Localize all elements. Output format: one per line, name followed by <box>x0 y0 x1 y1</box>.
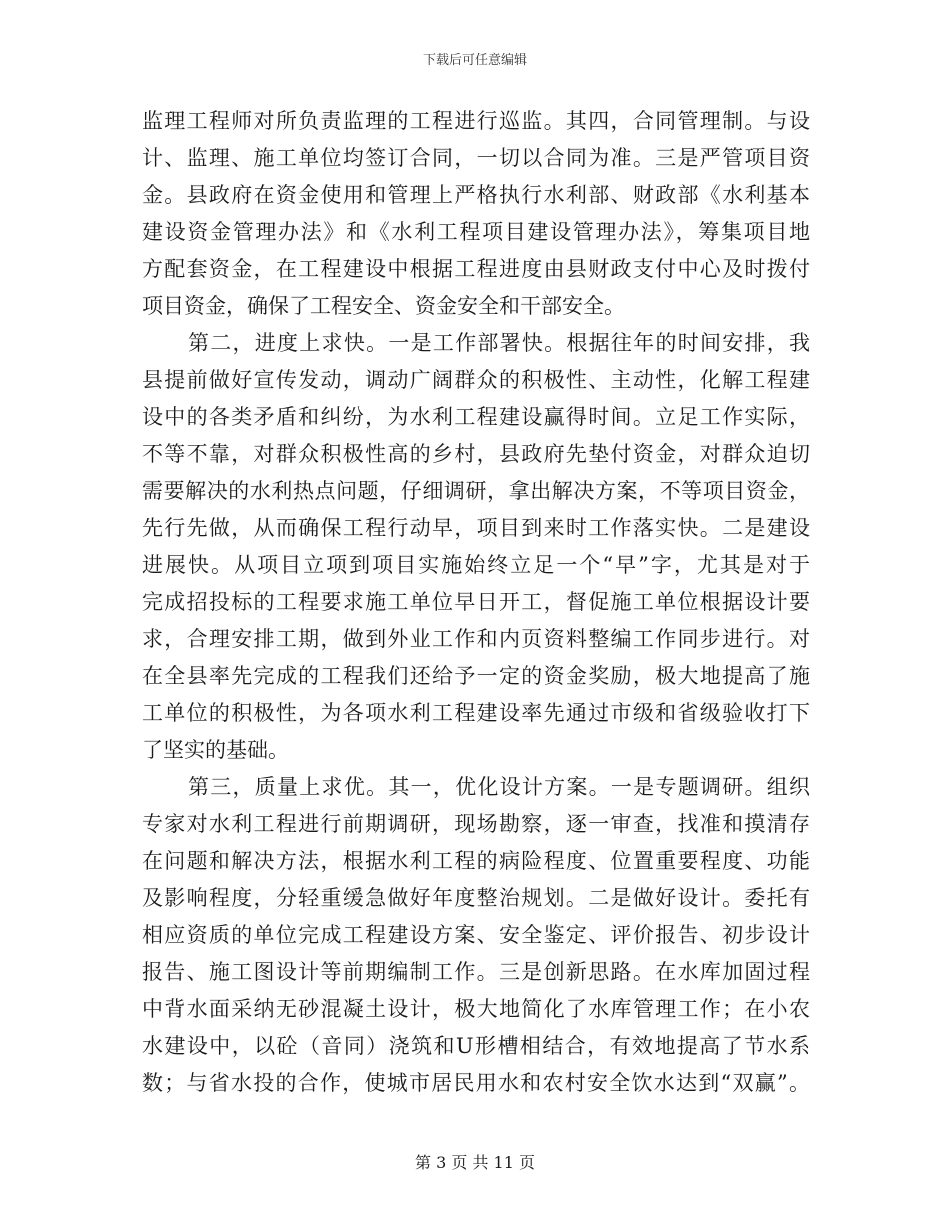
text-line: 完成招投标的工程要求施工单位早日开工，督促施工单位根据设计要 <box>142 590 810 614</box>
paragraph-start-line: 第二，进度上求快。一是工作部署快。根据往年的时间安排，我 <box>188 331 810 355</box>
text-line: 水建设中，以砼（音同）浇筑和U形槽相结合，有效地提高了节水系 <box>142 1034 810 1058</box>
text-line: 在问题和解决方法，根据水利工程的病险程度、位置重要程度、功能 <box>142 849 810 873</box>
page-header: 下载后可任意编辑 <box>422 53 527 68</box>
text-line: 求，合理安排工期，做到外业工作和内页资料整编工作同步进行。对 <box>142 627 810 651</box>
page-number-footer: 第 3 页 共 11 页 <box>415 1153 535 1172</box>
text-line: 及影响程度，分轻重缓急做好年度整治规划。二是做好设计。委托有 <box>142 886 810 910</box>
text-line: 方配套资金，在工程建设中根据工程进度由县财政支付中心及时拨付 <box>142 257 810 281</box>
text-line: 建设资金管理办法》和《水利工程项目建设管理办法》，筹集项目地 <box>142 220 810 244</box>
text-line: 工单位的积极性，为各项水利工程建设率先通过市级和省级验收打下 <box>142 701 810 725</box>
text-line: 在全县率先完成的工程我们还给予一定的资金奖励，极大地提高了施 <box>142 664 810 688</box>
text-line: 不等不靠，对群众积极性高的乡村，县政府先垫付资金，对群众迫切 <box>142 442 810 466</box>
text-line: 设中的各类矛盾和纠纷，为水利工程建设赢得时间。立足工作实际， <box>142 405 810 429</box>
document-body <box>142 103 810 1102</box>
paragraph-start-line: 第三，质量上求优。其一，优化设计方案。一是专题调研。组织 <box>188 775 810 799</box>
text-line: 数；与省水投的合作，使城市居民用水和农村安全饮水达到“双赢”。 <box>142 1071 810 1095</box>
text-line: 相应资质的单位完成工程建设方案、安全鉴定、评价报告、初步设计 <box>142 923 810 947</box>
text-line: 中背水面采纳无砂混凝土设计，极大地简化了水库管理工作；在小农 <box>142 997 810 1021</box>
text-line: 进展快。从项目立项到项目实施始终立足一个“早”字，尤其是对于 <box>142 553 810 577</box>
text-line: 项目资金，确保了工程安全、资金安全和干部安全。 <box>142 294 625 318</box>
text-line: 计、监理、施工单位均签订合同，一切以合同为准。三是严管项目资 <box>142 146 810 170</box>
text-line: 县提前做好宣传发动，调动广阔群众的积极性、主动性，化解工程建 <box>142 368 810 392</box>
text-line: 监理工程师对所负责监理的工程进行巡监。其四，合同管理制。与设 <box>142 109 810 133</box>
text-line: 专家对水利工程进行前期调研，现场勘察，逐一审查，找准和摸清存 <box>142 812 810 836</box>
text-line: 报告、施工图设计等前期编制工作。三是创新思路。在水库加固过程 <box>142 960 810 984</box>
text-line: 了坚实的基础。 <box>142 738 289 762</box>
text-line: 先行先做，从而确保工程行动早，项目到来时工作落实快。二是建设 <box>142 516 810 540</box>
text-line: 金。县政府在资金使用和管理上严格执行水利部、财政部《水利基本 <box>142 183 810 207</box>
text-line: 需要解决的水利热点问题，仔细调研，拿出解决方案，不等项目资金， <box>142 479 810 503</box>
